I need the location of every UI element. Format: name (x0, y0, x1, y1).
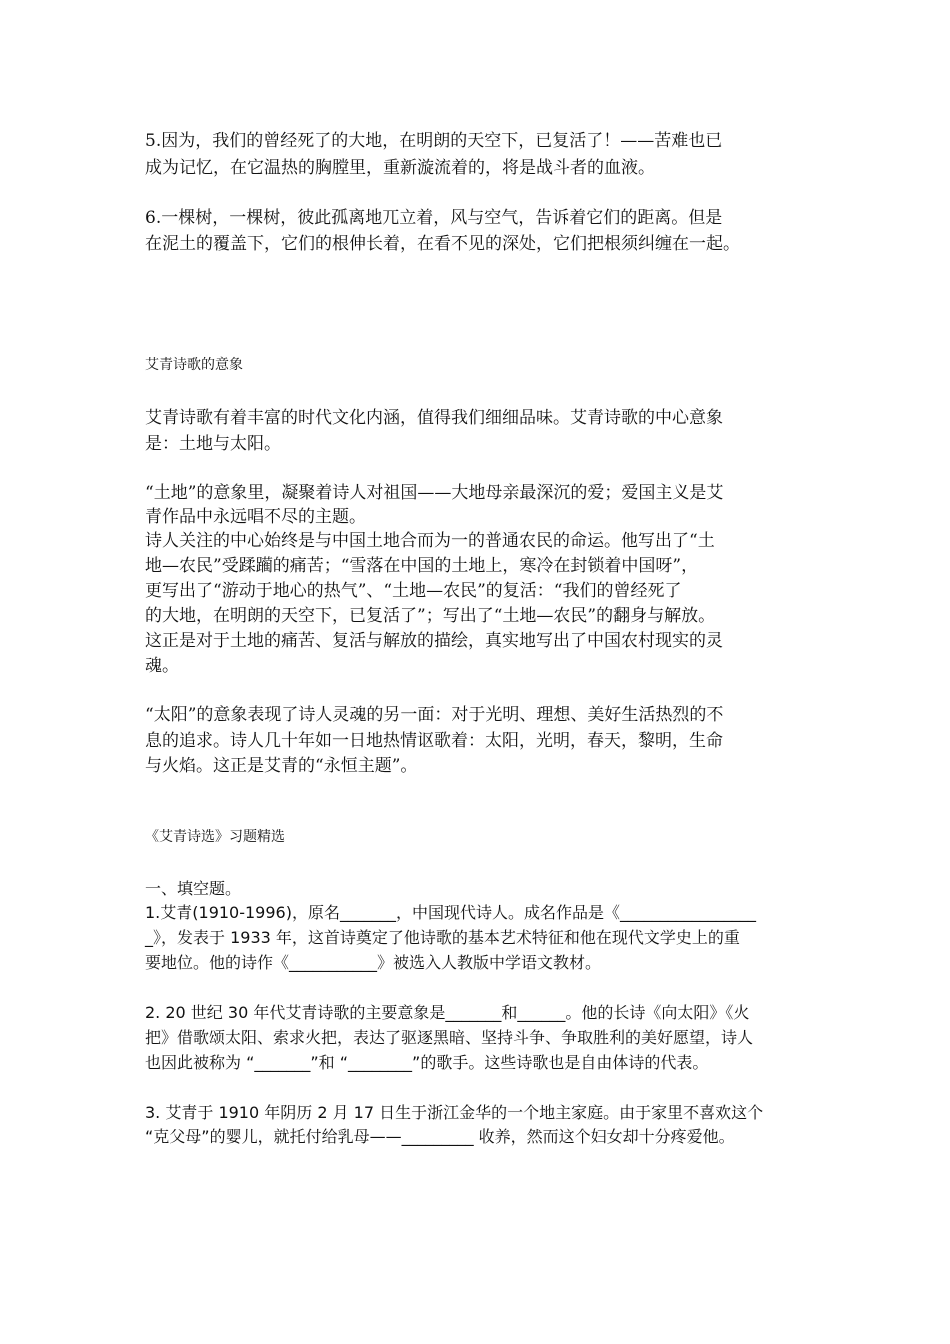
quote-6-line-2: 在泥土的覆盖下，它们的根伸长着，在看不见的深处，它们把根须纠缠在一起。 (145, 234, 740, 254)
imagery-p2-line-5: 更写出了“游动于地心的热气”、“土地—农民”的复活：“我们的曾经死了 (145, 581, 682, 601)
question-3-line-1: 3. 艾青于 1910 年阴历 2 月 17 日生于浙江金华的一个地主家庭。由于家里不喜欢这个 (145, 1103, 764, 1122)
imagery-p3-line-3: 与火焰。这正是艾青的“永恒主题”。 (145, 756, 418, 776)
question-2-line-3: 也因此被称为 “_______”和 “________”的歌手。这些诗歌也是自由体诗的代表。 (145, 1053, 709, 1072)
imagery-p2-line-3: 诗人关注的中心始终是与中国土地合而为一的普通农民的命运。他写出了“土 (145, 531, 715, 551)
question-1-line-3: 要地位。他的诗作《___________》被选入人教版中学语文教材。 (145, 953, 602, 972)
imagery-p2-line-6: 的大地，在明朗的天空下，已复活了”；写出了“土地—农民”的翻身与解放。 (145, 606, 716, 626)
question-2-line-2: 把》借歌颂太阳、索求火把，表达了驱逐黑暗、坚持斗争、争取胜利的美好愿望，诗人 (145, 1028, 754, 1047)
quote-5-line-1: 5.因为，我们的曾经死了的大地，在明朗的天空下，已复活了！——苦难也已 (145, 131, 723, 151)
imagery-p3-line-2: 息的追求。诗人几十年如一日地热情讴歌着：太阳，光明，春天，黎明，生命 (145, 731, 723, 751)
imagery-p2-line-8: 魂。 (145, 656, 179, 676)
imagery-p2-line-1: “土地”的意象里，凝聚着诗人对祖国——大地母亲最深沉的爱；爱国主义是艾 (145, 483, 724, 503)
exercises-heading: 《艾青诗选》习题精选 (145, 829, 285, 845)
imagery-p2-line-2: 青作品中永远唱不尽的主题。 (145, 507, 366, 527)
imagery-p2-line-7: 这正是对于土地的痛苦、复活与解放的描绘，真实地写出了中国农村现实的灵 (145, 631, 723, 651)
imagery-p3-line-1: “太阳”的意象表现了诗人灵魂的另一面：对于光明、理想、美好生活热烈的不 (145, 705, 724, 725)
question-1-line-1: 1.艾青(1910-1996)，原名_______，中国现代诗人。成名作品是《_________________ (145, 903, 756, 922)
section-title: 一、填空题。 (145, 879, 242, 898)
question-3-line-2: “克父母”的婴儿，就托付给乳母——_________ 收养，然而这个妇女却十分疼爱他。 (145, 1127, 735, 1146)
imagery-p2-line-4: 地—农民”受蹂躏的痛苦；“雪落在中国的土地上，寒冷在封锁着中国呀”， (145, 556, 699, 576)
imagery-p1-line-2: 是：土地与太阳。 (145, 434, 281, 454)
question-2-line-1: 2. 20 世纪 30 年代艾青诗歌的主要意象是_______和______。他的长诗《向太阳》《火 (145, 1003, 750, 1022)
quote-6-line-1: 6.一棵树，一棵树，彼此孤离地兀立着，风与空气，告诉着它们的距离。但是 (145, 208, 723, 228)
question-1-line-2: _》，发表于 1933 年，这首诗奠定了他诗歌的基本艺术特征和他在现代文学史上的重 (145, 928, 740, 947)
quote-5-line-2: 成为记忆，在它温热的胸膛里，重新漩流着的，将是战斗者的血液。 (145, 158, 655, 178)
imagery-heading: 艾青诗歌的意象 (145, 357, 243, 373)
imagery-p1-line-1: 艾青诗歌有着丰富的时代文化内涵，值得我们细细品味。艾青诗歌的中心意象 (145, 408, 723, 428)
